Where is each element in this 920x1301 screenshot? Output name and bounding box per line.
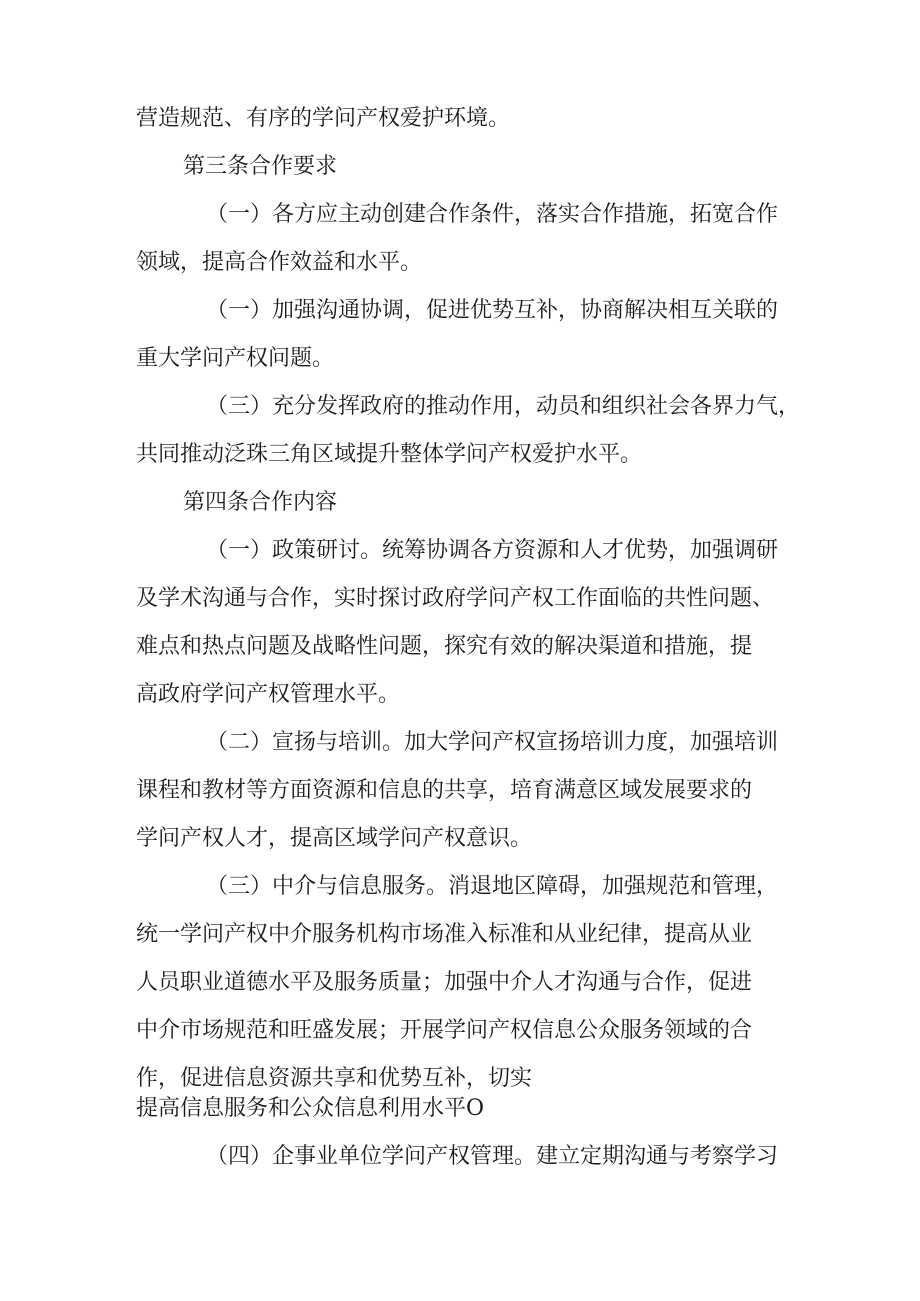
- text-line: 重大学问产权问题。: [136, 346, 335, 371]
- text-line: 共同推动泛珠三角区域提升整体学问产权爱护水平。: [136, 442, 643, 467]
- text-line: （四）企事业单位学问产权管理。建立定期沟通与考察学习: [206, 1144, 779, 1169]
- text-line: 统一学问产权中介服务机构市场准入标准和从业纪律，提高从业: [136, 922, 753, 947]
- text-line: （三）中介与信息服务。消退地区障碍，加强规范和管理，: [206, 874, 779, 899]
- text-line: 学问产权人才，提高区域学问产权意识。: [136, 826, 533, 851]
- text-line: （二）宣扬与培训。加大学问产权宣扬培训力度，加强培训: [206, 730, 779, 755]
- text-line: 高政府学问产权管理水平。: [136, 682, 401, 707]
- section-heading-article-4: 第四条合作内容: [183, 490, 338, 515]
- text-line: 人员职业道德水平及服务质量；加强中介人才沟通与合作，促进: [136, 970, 753, 995]
- text-line: 及学术沟通与合作，实时探讨政府学问产权工作面临的共性问题、: [136, 586, 775, 611]
- text-line: （三）充分发挥政府的推动作用，动员和组织社会各界力气，: [206, 394, 801, 419]
- text-line: 营造规范、有序的学问产权爱护环境。: [136, 106, 511, 131]
- text-line: 难点和热点问题及战略性问题，探究有效的解决渠道和措施，提: [136, 634, 753, 659]
- text-line: 课程和教材等方面资源和信息的共享，培育满意区域发展要求的: [136, 778, 753, 803]
- text-line: 领域，提高合作效益和水平。: [136, 250, 423, 275]
- text-line: 作，促进信息资源共享和优势互补，切实: [136, 1066, 533, 1091]
- text-line: （一）加强沟通协调，促进优势互补，协商解决相互关联的: [206, 298, 779, 323]
- text-line: 提高信息服务和公众信息利用水平O: [136, 1096, 485, 1121]
- text-line: （一）政策研讨。统筹协调各方资源和人才优势，加强调研: [206, 538, 779, 563]
- text-line: （一）各方应主动创建合作条件，落实合作措施，拓宽合作: [206, 202, 779, 227]
- section-heading-article-3: 第三条合作要求: [183, 154, 338, 179]
- text-line: 中介市场规范和旺盛发展；开展学问产权信息公众服务领域的合: [136, 1018, 753, 1043]
